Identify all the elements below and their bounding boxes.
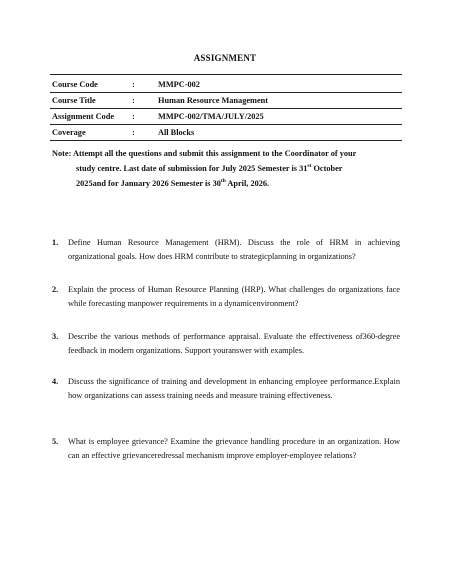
question-text: Define Human Resource Management (HRM). Discuss the role of HRM in achieving organizational goals. How does HRM contribute to strategicplanning in organizations? xyxy=(68,238,400,261)
question-number: 5. xyxy=(52,437,59,446)
meta-separator: : xyxy=(132,96,135,105)
question-text: Describe the various methods of performance appraisal. Evaluate the effectiveness of360-degree feedback in modern organizations. Support youranswer with examples. xyxy=(68,332,400,355)
meta-key: Course Title xyxy=(52,96,96,105)
ordinal-suffix: th xyxy=(220,178,226,185)
question-number: 1. xyxy=(52,238,59,247)
meta-separator: : xyxy=(132,128,135,137)
note-line-3-tail: April, 2026. xyxy=(225,179,270,188)
bottom-divider xyxy=(50,140,402,141)
note-line-2-text: study centre. Last date of submission for July 2025 Semester is 31 xyxy=(76,164,308,173)
meta-key: Course Code xyxy=(52,80,98,89)
meta-value: Human Resource Management xyxy=(158,96,268,105)
question-4 xyxy=(52,375,400,402)
question-2 xyxy=(52,283,400,310)
submission-note xyxy=(52,146,400,191)
question-number: 2. xyxy=(52,285,59,294)
meta-key: Coverage xyxy=(52,128,86,137)
meta-separator: : xyxy=(132,80,135,89)
meta-separator: : xyxy=(132,112,135,121)
meta-value: All Blocks xyxy=(158,128,195,137)
question-number: 4. xyxy=(52,377,59,386)
question-text: Explain the process of Human Resource Planning (HRP). What challenges do organizations face while forecasting manpower requirements in a dynamicenvironment? xyxy=(68,285,400,308)
meta-key: Assignment Code xyxy=(52,112,114,121)
note-line-3 xyxy=(52,176,400,191)
question-1 xyxy=(52,236,400,263)
meta-value: MMPC-002/TMA/JULY/2025 xyxy=(158,112,264,121)
note-label: Note: xyxy=(52,149,72,158)
note-line-2-tail: October xyxy=(311,164,343,173)
note-line-1: Attempt all the questions and submit this assignment to the Coordinator of your xyxy=(72,149,357,158)
note-line-2 xyxy=(52,161,400,176)
row-divider xyxy=(50,124,402,125)
note-line-3-text: 2025and for January 2026 Semester is 30 xyxy=(76,179,221,188)
question-text: What is employee grievance? Examine the grievance handling procedure in an organization. How can an effective grievanceredressal mechanism improve employer-employee relations? xyxy=(68,437,400,460)
row-divider xyxy=(50,108,402,109)
row-divider xyxy=(50,92,402,93)
document-title: ASSIGNMENT xyxy=(193,53,257,63)
top-divider xyxy=(50,74,402,75)
question-3 xyxy=(52,330,400,357)
question-text: Discuss the significance of training and development in enhancing employee performance.Explain how organizations can assess training needs and measure training effectiveness. xyxy=(68,377,400,400)
question-5 xyxy=(52,435,400,462)
meta-value: MMPC-002 xyxy=(158,80,200,89)
ordinal-suffix: st xyxy=(307,163,312,170)
question-number: 3. xyxy=(52,332,59,341)
